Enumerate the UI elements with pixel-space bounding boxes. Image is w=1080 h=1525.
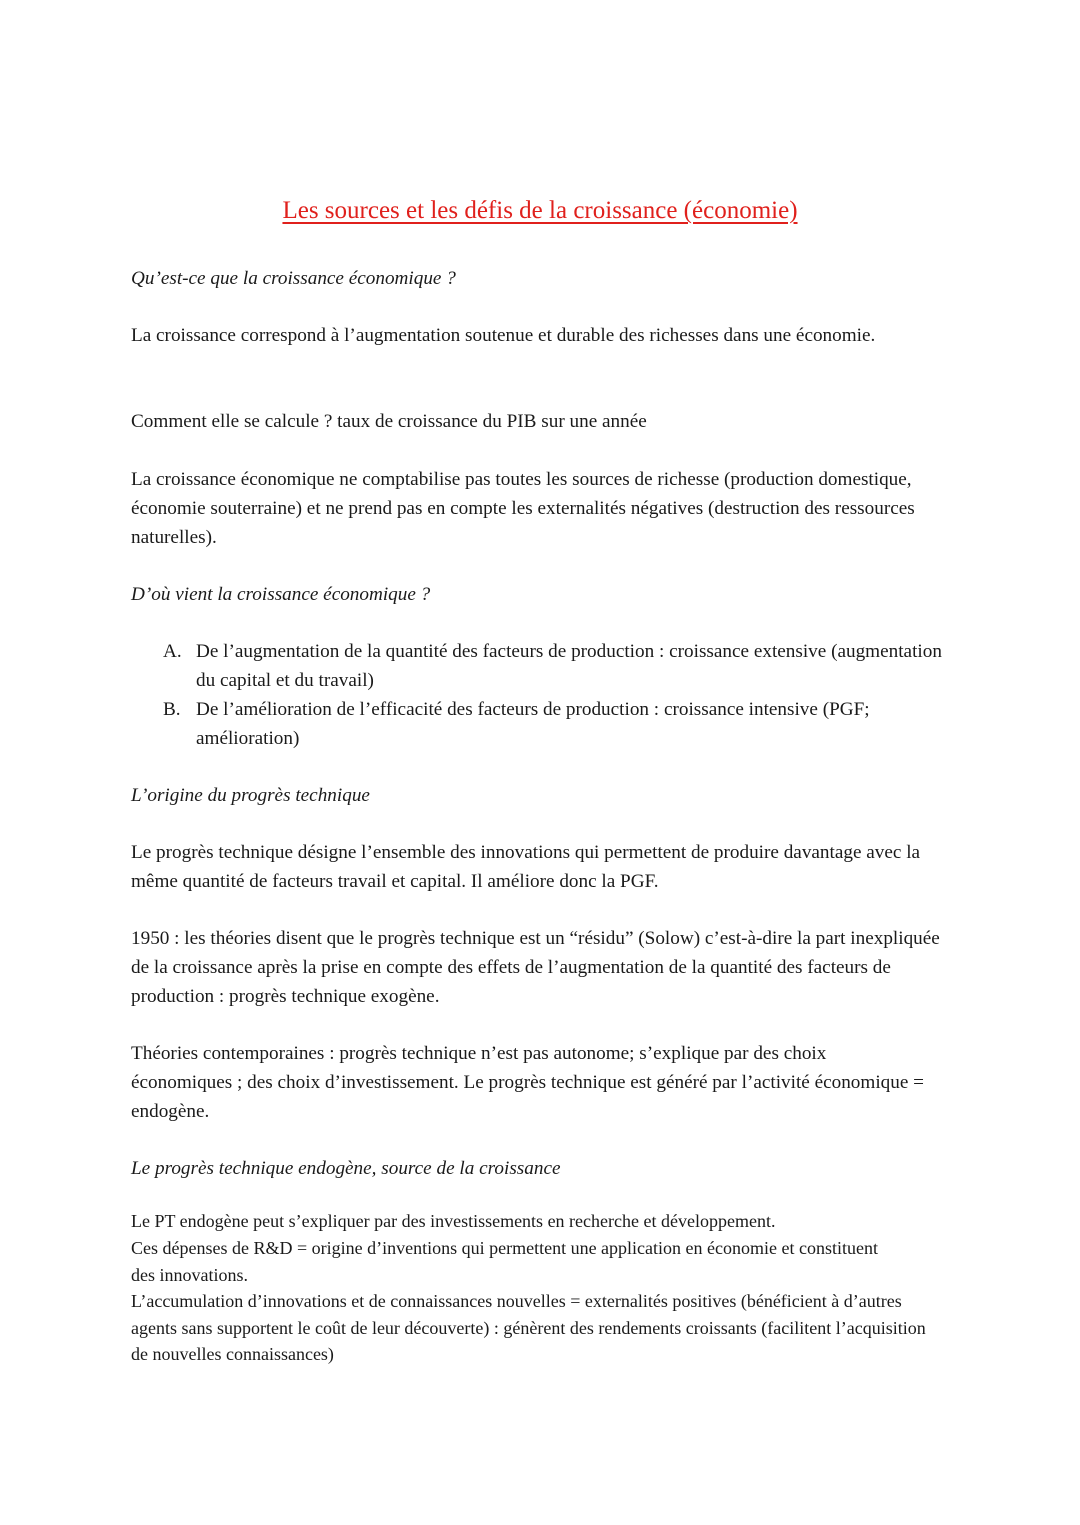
- list-item-text: De l’amélioration de l’efficacité des facteurs de production : croissance intensive (PGF; amélioration): [196, 699, 870, 749]
- paragraph-1950-theories: 1950 : les théories disent que le progrès technique est un “résidu” (Solow) c’est-à-dire la part inexpliquée de la croissance après la prise en compte des effets de l’augmentation de la quantité des facteurs de production : progrès technique exogène.: [131, 928, 940, 1007]
- section-heading-endogenous: Le progrès technique endogène, source de la croissance: [131, 1158, 561, 1179]
- paragraph-contemporary-theories: Théories contemporaines : progrès technique n’est pas autonome; s’explique par des choix économiques ; des choix d’investissement. Le progrès technique est généré par l’activité économique = endogène.: [131, 1043, 924, 1122]
- paragraph-limits: La croissance économique ne comptabilise pas toutes les sources de richesse (production domestique, économie souterraine) et ne prend pas en compte les externalités négatives (destruction des ressources naturelles).: [131, 469, 915, 548]
- paragraph-calculation: Comment elle se calcule ? taux de croissance du PIB sur une année: [131, 411, 647, 432]
- list-item-text: De l’augmentation de la quantité des facteurs de production : croissance extensive (augmentation du capital et du travail): [196, 641, 942, 691]
- list-marker: A.: [163, 641, 182, 662]
- growth-sources-list: [163, 637, 943, 753]
- page-title: Les sources et les défis de la croissance (économie): [282, 197, 798, 224]
- paragraph-endogenous-rd: Le PT endogène peut s’expliquer par des investissements en recherche et développement.: [131, 1211, 776, 1231]
- list-marker: B.: [163, 699, 181, 720]
- section-heading-definition: Qu’est-ce que la croissance économique ?: [131, 268, 456, 289]
- paragraph-technical-progress: Le progrès technique désigne l’ensemble des innovations qui permettent de produire davantage avec la même quantité de facteurs travail et capital. Il améliore donc la PGF.: [131, 842, 921, 892]
- section-heading-origin: L’origine du progrès technique: [131, 785, 370, 806]
- paragraph-definition: La croissance correspond à l’augmentation soutenue et durable des richesses dans une économie.: [131, 325, 876, 346]
- section-heading-sources: D’où vient la croissance économique ?: [131, 584, 431, 605]
- list-item: [163, 695, 943, 753]
- list-item: [163, 637, 943, 695]
- paragraph-accumulation: L’accumulation d’innovations et de connaissances nouvelles = externalités positives (bénéficient à d’autres agents sans supportent le coût de leur découverte) : génèrent des rendements croissants (facilitent l’acquisition de nouvelles connaissances): [131, 1291, 926, 1364]
- paragraph-rd-spending: Ces dépenses de R&D = origine d’inventions qui permettent une application en économie et constituent des innovations.: [131, 1238, 878, 1285]
